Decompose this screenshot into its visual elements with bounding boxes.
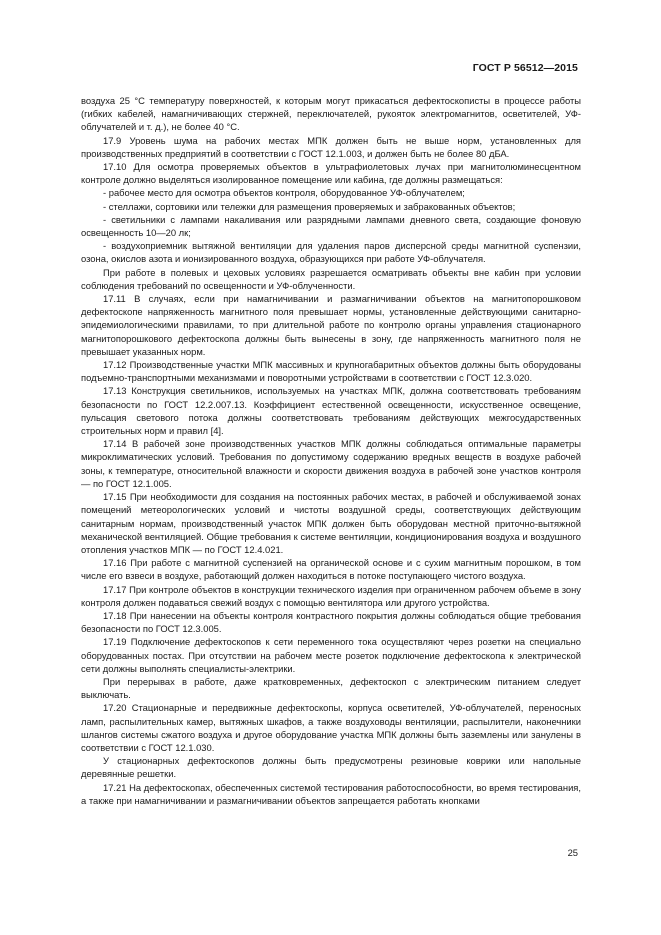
paragraph: 17.14 В рабочей зоне производственных участков МПК должны соблюдаться оптимальные параметры микроклиматических условий. Требования по допустимому содержанию вредных веществ в воздухе рабочей зоны, к температуре, относительной влажности и скорости движения воздуха в рабочей зоне участков контроля — по ГОСТ 12.1.005. bbox=[81, 438, 581, 489]
list-item: - рабочее место для осмотра объектов контроля, оборудованное УФ-облучателем; bbox=[103, 187, 465, 199]
list-item: - стеллажи, сортовики или тележки для размещения проверяемых и забракованных объектов; bbox=[103, 200, 516, 212]
list-item: - воздухоприемник вытяжной вентиляции для удаления паров дисперсной среды магнитной суспензии, озона, окислов азота и ионизированного воздуха, образующихся при работе УФ-облучателя. bbox=[81, 240, 581, 265]
paragraph: 17.18 При нанесении на объекты контроля контрастного покрытия должны соблюдаться общие требования безопасности по ГОСТ 12.3.005. bbox=[81, 609, 581, 635]
paragraph: 17.9 Уровень шума на рабочих местах МПК должен быть не выше норм, установленных для производственных предприятий в соответствии с ГОСТ 12.1.003, и должен быть не более 80 дБА. bbox=[81, 134, 581, 159]
paragraph: 17.13 Конструкция светильников, используемых на участках МПК, должна соответствовать требованиям безопасности по ГОСТ 12.2.007.13. Коэффициент естественной освещенности, искусственное освещение, пульсация светового потока должны соответствовать требованиям действующих межгосударственных строительных норм и правил [4]. bbox=[81, 385, 581, 437]
paragraph: 17.17 При контроле объектов в конструкции технического изделия при ограниченном рабочем объеме в зону контроля должен подаваться свежий воздух с помощью вентилятора или другого устройства. bbox=[81, 583, 581, 608]
paragraph: 17.20 Стационарные и передвижные дефектоскопы, корпуса осветителей, УФ-облучателей, переносных ламп, распылительных камер, вытяжных шкафов, а также воздуховоды вентиляции, распылители, наконечники шлангов системы сжатого воздуха и другое оборудование участка МПК должны быть заземлены или занулены в соответствии с ГОСТ 12.1.030. bbox=[81, 702, 581, 753]
list-item: - светильники с лампами накаливания или разрядными лампами дневного света, создающие фоновую освещенность 10—20 лк; bbox=[81, 213, 581, 239]
paragraph: 17.10 Для осмотра проверяемых объектов в ультрафиолетовых лучах при магнитолюминесцентном контроле должно выделяться изолированное помещение или кабина, где должны размещаться: bbox=[81, 161, 581, 186]
document-body bbox=[81, 94, 581, 807]
paragraph: У стационарных дефектоскопов должны быть предусмотрены резиновые коврики или напольные деревянные решетки. bbox=[81, 755, 581, 780]
paragraph: 17.12 Производственные участки МПК массивных и крупногабаритных объектов должны быть оборудованы подъемно-транспортными механизмами и поворотными устройствами в соответствии с ГОСТ 12.3.020. bbox=[81, 359, 581, 384]
paragraph: 17.15 При необходимости для создания на постоянных рабочих местах, в рабочей и обслуживаемой зонах помещений метеорологических условий и чистоты воздушной среды, соответствующих действующим санитарным нормам, производственный участок МПК должен быть оборудован местной приточно-вытяжной механической вентиляцией. Общие требования к системе вентиляции, кондиционирования воздуха и воздушного отопления участков МПК — по ГОСТ 12.4.021. bbox=[81, 491, 581, 555]
paragraph: воздуха 25 °C температуру поверхностей, к которым могут прикасаться дефектоскописты в процессе работы (гибких кабелей, намагничивающих стержней, переключателей, рукояток электромагнитов, осветителей, УФ-облучателей и т. д.), не более 40 °C. bbox=[81, 95, 581, 133]
paragraph: 17.19 Подключение дефектоскопов к сети переменного тока осуществляют через розетки на специально оборудованных постах. При отсутствии на рабочем месте розеток подключение дефектоскопа к электрической сети должны выполнять специалисты-электрики. bbox=[81, 636, 581, 674]
page-number: 25 bbox=[567, 847, 578, 858]
paragraph: 17.16 При работе с магнитной суспензией на органической основе и с сухим магнитным порошком, в том числе его взвеси в воздухе, работающий должен находиться в потоке поступающего чистого воздуха. bbox=[81, 557, 581, 582]
document-code: ГОСТ Р 56512—2015 bbox=[472, 62, 578, 74]
paragraph: 17.21 На дефектоскопах, обеспеченных системой тестирования работоспособности, во время тестирования, а также при намагничивании и размагничивании объектов запрещается работать кнопками bbox=[81, 781, 581, 806]
paragraph: 17.11 В случаях, если при намагничивании и размагничивании объектов на магнитопорошковом дефектоскопе напряженность магнитного поля превышает нормы, установленные действующими санитарно-эпидемиологическими правилами, то при длительной работе по контролю органы управления стационарного магнитопорошкового дефектоскопа должны быть вынесены в зону, где напряженность магнитного поля не превышает указанных норм. bbox=[81, 293, 581, 357]
paragraph: При работе в полевых и цеховых условиях разрешается осматривать объекты вне кабин при условии соблюдения требований по освещенности и УФ-облученности. bbox=[81, 266, 581, 291]
paragraph: При перерывах в работе, даже кратковременных, дефектоскоп с электрическим питанием следует выключать. bbox=[81, 675, 581, 701]
